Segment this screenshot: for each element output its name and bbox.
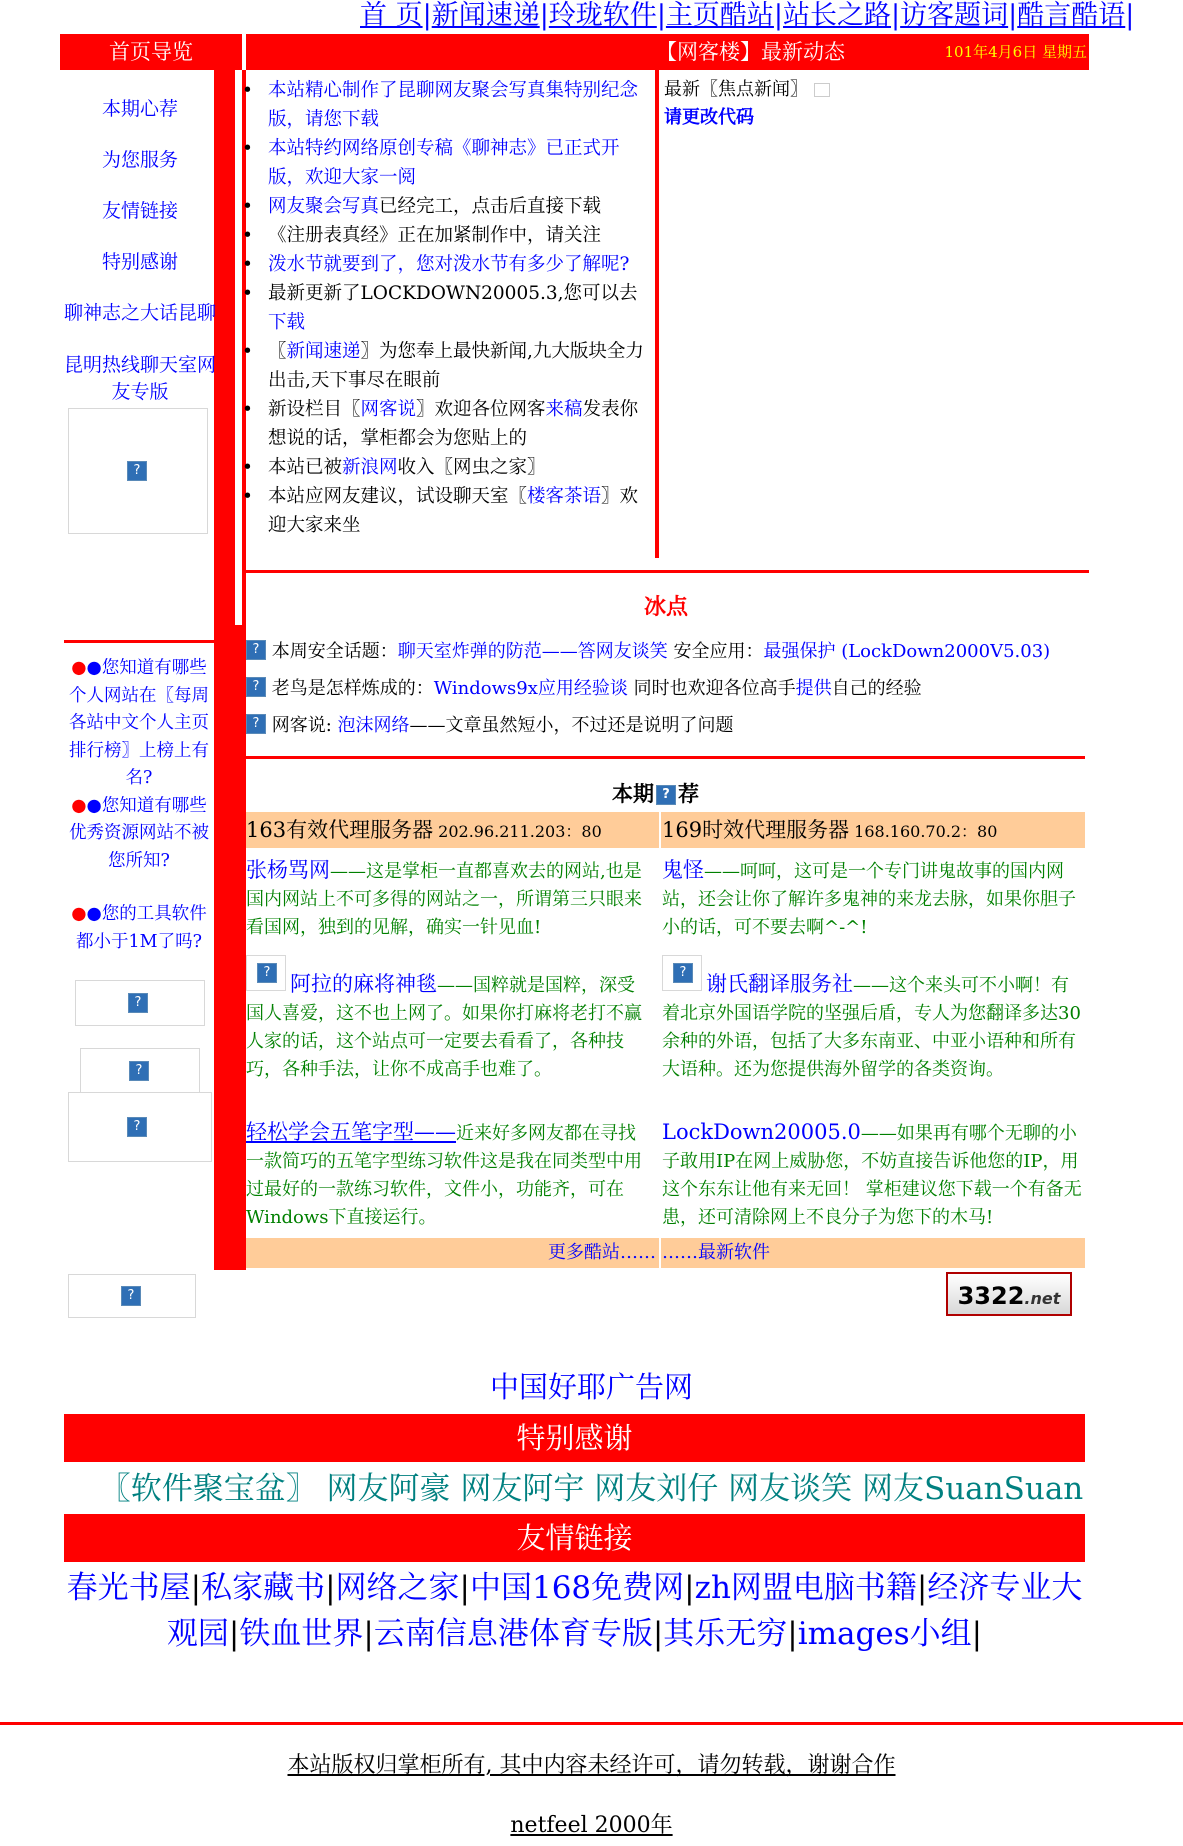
news-text: 《注册表真经》正在加紧制作中，请关注: [268, 225, 602, 246]
top-nav-link[interactable]: 酷言酷语: [1017, 0, 1126, 31]
top-nav-link[interactable]: 新闻速递: [431, 0, 540, 31]
nav-item-chatroom[interactable]: 昆明热线聊天室网友专版: [63, 354, 216, 403]
nav-item-thanks[interactable]: 特别感谢: [101, 251, 178, 273]
news-link[interactable]: 来稿: [545, 399, 583, 420]
thanks-list: 〖软件聚宝盆〗 网友阿豪 网友阿宇 网友刘仔 网友谈笑 网友SuanSuan: [99, 1471, 1084, 1507]
news-link[interactable]: 泼水节就要到了，您对泼水节有多少了解呢?: [268, 254, 630, 275]
news-item: [240, 134, 652, 192]
divider: [246, 570, 1089, 573]
topic-link[interactable]: 泡沫网络: [337, 715, 410, 736]
news-item: [240, 279, 652, 337]
nav-item-friend-links[interactable]: 友情链接: [101, 200, 178, 222]
proxy-169: 169时效代理服务器 168.160.70.2：80: [662, 818, 998, 842]
top-nav-link[interactable]: 主页酷站: [665, 0, 774, 31]
nav-separator: |: [539, 0, 549, 31]
news-divider: [655, 70, 659, 558]
news-link[interactable]: 本站精心制作了昆聊网友聚会写真集特别纪念版，请您下载: [268, 80, 639, 130]
rec-site-zhangyang: 张杨骂网——这是掌柜一直都喜欢去的网站,也是国内网站上不可多得的网站之一，所谓第三只眼来看国网，独到的见解，确实一针见血!: [246, 858, 642, 938]
link-separator: |: [228, 1616, 240, 1652]
topic-link[interactable]: 最强保护 (LockDown2000V5.03): [763, 641, 1051, 662]
friend-links-list: [64, 1565, 1085, 1657]
news-text: 〗欢迎大家来坐: [268, 486, 639, 536]
question-resources[interactable]: ●●您知道有哪些优秀资源网站不被您所知?: [69, 795, 209, 871]
top-nav-link[interactable]: 首 页: [360, 0, 423, 31]
broken-image-icon: [814, 83, 830, 97]
news-text: 本站已被: [268, 457, 343, 478]
ad-network-link[interactable]: 中国好耶广告网: [489, 1370, 693, 1404]
friend-link[interactable]: zh网盟电脑书籍: [694, 1570, 917, 1606]
link-separator: |: [190, 1570, 202, 1606]
badge-3322-net[interactable]: 3322.net: [946, 1272, 1072, 1316]
topic-security: ? 本周安全话题：聊天室炸弹的防范——答网友谈笑 安全应用：最强保护 (LockDown2000V5.03): [246, 640, 1050, 664]
nav-separator: |: [656, 0, 666, 31]
section-title-bingdian: 冰点: [644, 595, 689, 620]
link-separator: |: [971, 1616, 983, 1652]
link-separator: |: [684, 1570, 695, 1606]
broken-image-icon: ?: [128, 993, 148, 1013]
rec-link[interactable]: 谢氏翻译服务社: [706, 972, 853, 996]
news-item: [240, 76, 652, 134]
news-text: 已经完工，点击后直接下载: [379, 196, 602, 217]
news-item: [240, 337, 652, 395]
friend-links-band: 友情链接: [64, 1514, 1085, 1562]
focus-news-title: 最新〖焦点新闻〗: [664, 76, 1084, 104]
focus-news: [664, 76, 1084, 132]
broken-image-icon: ?: [673, 963, 693, 983]
divider: [246, 756, 1085, 759]
news-text: 最新更新了LOCKDOWN20005.3,您可以去: [268, 283, 638, 304]
topic-veteran: ? 老鸟是怎样炼成的：Windows9x应用经验谈 同时也欢迎各位高手提供自己的经验: [246, 677, 922, 701]
more-software-link[interactable]: ……最新软件: [662, 1242, 770, 1263]
news-item: [240, 482, 652, 540]
link-separator: |: [787, 1616, 798, 1652]
nav-item-recommend[interactable]: 本期心荐: [101, 98, 178, 120]
top-nav: [360, 0, 1160, 34]
rec-soft-wubi: 轻松学会五笔字型——近来好多网友都在寻找一款简巧的五笔字型练习软件这是我在同类型中用过最好的一款练习软件，文件小，功能齐，可在Windows下直接运行。: [246, 1120, 642, 1228]
news-text: 收入〖网虫之家〗: [397, 457, 546, 478]
news-header-title: 【网客楼】最新动态: [656, 40, 845, 64]
top-nav-link[interactable]: 访客题词: [900, 0, 1009, 31]
link-separator: |: [325, 1570, 336, 1606]
news-item: [240, 453, 652, 482]
broken-image-icon: ?: [127, 461, 147, 481]
top-nav-link[interactable]: 玲珑软件: [548, 0, 657, 31]
news-header: [246, 34, 1089, 70]
footer-divider: [0, 1722, 1183, 1725]
nav-separator: |: [1008, 0, 1018, 31]
image-placeholder: [68, 1092, 212, 1162]
friend-link[interactable]: 网络之家: [335, 1570, 460, 1606]
nav-separator: |: [891, 0, 901, 31]
news-link[interactable]: 网友聚会写真: [268, 196, 380, 217]
news-link[interactable]: 下载: [268, 312, 306, 333]
news-link[interactable]: 本站特约网络原创专稿《聊神志》已正式开版，欢迎大家一阅: [268, 138, 620, 188]
link-separator: |: [363, 1616, 374, 1652]
image-placeholder: [68, 408, 208, 534]
left-questions: [64, 655, 214, 956]
left-divider: [64, 640, 214, 643]
change-code-link[interactable]: 请更改代码: [664, 107, 754, 128]
news-link[interactable]: 楼客茶语: [527, 486, 602, 507]
rec-link[interactable]: LockDown20005.0: [662, 1120, 861, 1144]
netfeel-credit[interactable]: netfeel 2000年: [510, 1813, 673, 1838]
broken-image-icon: ?: [121, 1286, 141, 1306]
friend-link[interactable]: images小组: [797, 1616, 972, 1652]
news-text: 〗欢迎各位网客: [416, 399, 546, 420]
topic-link[interactable]: 聊天室炸弹的防范——答网友谈笑: [397, 641, 668, 662]
question-rank[interactable]: ●●您知道有哪些个人网站在〖每周各站中文个人主页排行榜〗上榜上有名?: [69, 658, 209, 788]
nav-item-service[interactable]: 为您服务: [101, 149, 178, 171]
link-separator: |: [459, 1570, 470, 1606]
news-text: 新设栏目〖: [268, 399, 361, 420]
nav-separator: |: [773, 0, 784, 31]
topic-wangke: ? 网客说: 泡沫网络——文章虽然短小，不过还是说明了问题: [246, 714, 734, 738]
friend-link[interactable]: 铁血世界: [239, 1616, 364, 1652]
rec-soft-lockdown: LockDown20005.0——如果再有哪个无聊的小子敢用IP在网上威胁您，不妨直接告诉他您的IP，用这个东东让他有来无回！ 掌柜建议您下载一个有备无患，还可清除网上不良分子为您下的木马!: [662, 1120, 1082, 1228]
nav-header: 首页导览: [60, 34, 242, 70]
rec-link[interactable]: 鬼怪: [662, 858, 704, 882]
topic-link[interactable]: 提供: [795, 678, 832, 699]
nav-separator: |: [422, 0, 432, 31]
broken-image-icon: ?: [656, 785, 676, 805]
top-nav-link[interactable]: 站长之路: [783, 0, 892, 31]
friend-link[interactable]: 云南信息港体育专版: [373, 1616, 653, 1652]
rec-link[interactable]: 轻松学会五笔字型——: [246, 1120, 456, 1144]
broken-image-icon: ?: [246, 677, 266, 697]
news-link[interactable]: 新浪网: [342, 457, 398, 478]
friend-link[interactable]: 经济专业大观园: [166, 1570, 1083, 1652]
rec-site-guiguai: 鬼怪——呵呵，这可是一个专门讲鬼故事的国内网站，还会让你了解许多鬼神的来龙去脉，如果你胆子小的话，可不要去啊^-^!: [662, 858, 1076, 938]
thanks-band: 特别感谢: [64, 1414, 1085, 1462]
broken-image-icon: ?: [246, 640, 266, 660]
image-placeholder: [68, 1274, 196, 1318]
friend-link[interactable]: 春光书屋: [66, 1570, 191, 1606]
question-tools[interactable]: ●●您的工具软件都小于1M了吗?: [71, 904, 207, 952]
friend-link[interactable]: 其乐无穷: [663, 1616, 788, 1652]
news-item: [240, 250, 652, 279]
link-separator: |: [652, 1616, 664, 1652]
news-text: 〗为您奉上最快新闻,九大版块全力出击,天下事尽在眼前: [268, 341, 644, 391]
rec-link[interactable]: 阿拉的麻将神毯: [290, 972, 437, 996]
news-item: [240, 192, 652, 221]
friend-link[interactable]: 私家藏书: [201, 1570, 326, 1606]
rec-site-translate: 谢氏翻译服务社——这个来头可不小啊！有着北京外国语学院的坚强后盾，专人为您翻译多达30余种的外语，包括了大多东南亚、中亚小语种和所有大语种。还为您提供海外留学的各类资询。: [662, 972, 1081, 1080]
broken-image-icon: ?: [257, 963, 277, 983]
news-text: 发表你想说的话，掌柜都会为您贴上的: [268, 399, 639, 449]
image-placeholder: [75, 980, 205, 1026]
more-sites-link[interactable]: 更多酷站……: [548, 1242, 656, 1263]
news-item: [240, 395, 652, 453]
rec-link[interactable]: 张杨骂网: [246, 858, 330, 882]
header-date: 101年4月6日 星期五: [944, 43, 1087, 61]
recommend-title: 本期 ? 荐: [612, 782, 699, 806]
friend-link[interactable]: 中国168免费网: [469, 1570, 685, 1606]
nav-separator: |: [1125, 0, 1135, 31]
topic-link[interactable]: Windows9x应用经验谈: [433, 678, 628, 699]
broken-image-icon: ?: [129, 1061, 149, 1081]
nav-item-liaoshenzhi[interactable]: 聊神志之大话昆聊: [63, 302, 216, 324]
broken-image-icon: ?: [127, 1117, 147, 1137]
image-placeholder: [80, 1048, 200, 1094]
proxy-163: 163有效代理服务器 202.96.211.203：80: [246, 818, 602, 842]
copyright-text: 本站版权归掌柜所有, 其中内容未经许可，请勿转载，谢谢合作: [287, 1753, 896, 1778]
news-link[interactable]: 网客说: [360, 399, 417, 420]
broken-image-icon: ?: [246, 714, 266, 734]
news-text: 本站应网友建议，试设聊天室〖: [268, 486, 528, 507]
news-list: [240, 76, 652, 540]
link-separator: |: [916, 1570, 928, 1606]
news-link[interactable]: 新闻速递: [286, 341, 361, 362]
rec-site-mahjong: 阿拉的麻将神毯——国粹就是国粹，深受国人喜爱，这不也上网了。如果你打麻将老打不赢人家的话，这个站点可一定要去看看了，各种技巧，各种手法，让你不成高手也难了。: [246, 972, 642, 1080]
news-text: 〖: [268, 341, 287, 362]
news-item: [240, 221, 652, 250]
